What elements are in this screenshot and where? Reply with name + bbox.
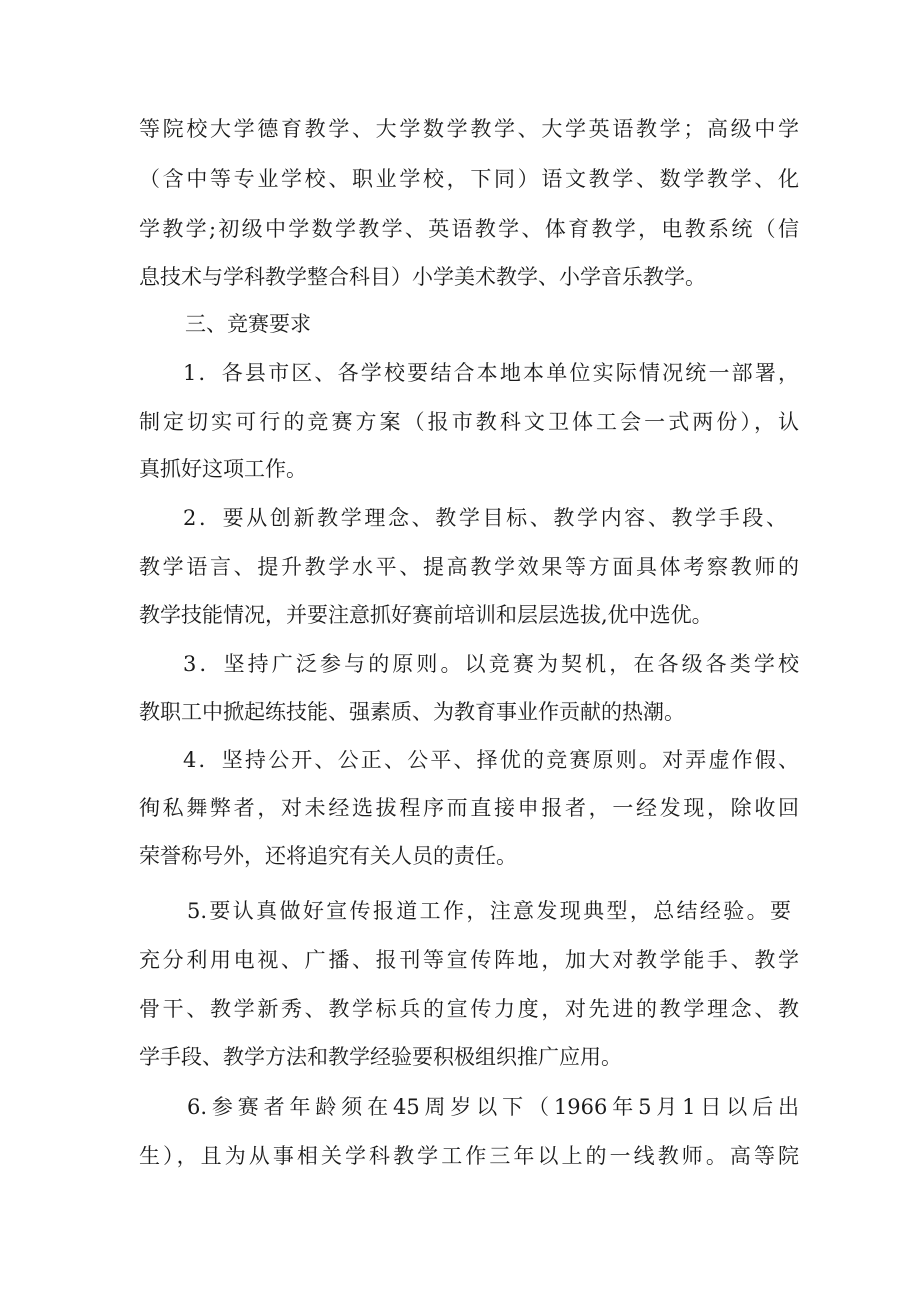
text-line: 骨干、教学新秀、教学标兵的宣传力度，对先进的教学理念、教 <box>139 997 799 1021</box>
text-line: 学手段、教学方法和教学经验要积极组织推广应用。 <box>139 1045 622 1069</box>
text-line: 等院校大学德育教学、大学数学教学、大学英语教学；高级中学 <box>139 117 799 141</box>
paragraph-start-line: 2．要从创新教学理念、教学目标、教学内容、教学手段、 <box>183 506 787 530</box>
text-line: 生），且为从事相关学科教学工作三年以上的一线教师。高等院 <box>139 1144 799 1168</box>
text-line: 教学技能情况，并要注意抓好赛前培训和层层选拔,优中选优。 <box>139 603 713 627</box>
section-heading: 三、竞赛要求 <box>185 312 311 336</box>
text-line: 学教学;初级中学数学教学、英语教学、体育教学，电教系统（信 <box>139 217 799 241</box>
text-line: 教学语言、提升教学水平、提高教学效果等方面具体考察教师的 <box>139 555 799 579</box>
paragraph-start-line: 5.要认真做好宣传报道工作，注意发现典型，总结经验。要 <box>187 899 791 923</box>
text-line: 制定切实可行的竞赛方案（报市教科文卫体工会一式两份），认 <box>139 410 799 434</box>
text-line: 徇私舞弊者，对未经选拔程序而直接申报者，一经发现，除收回 <box>139 796 799 820</box>
paragraph-start-line: 6.参赛者年龄须在45周岁以下（1966年5月1日以后出 <box>187 1095 799 1119</box>
text-line: 荣誉称号外，还将追究有关人员的责任。 <box>139 844 517 868</box>
text-line: 充分利用电视、广播、报刊等宣传阵地，加大对教学能手、教学 <box>139 948 799 972</box>
text-line: 真抓好这项工作。 <box>139 457 307 481</box>
text-line: 教职工中掀起练技能、强素质、为教育事业作贡献的热潮。 <box>139 700 685 724</box>
text-line: （含中等专业学校、职业学校，下同）语文教学、数学教学、化 <box>139 167 799 191</box>
text-line: 息技术与学科教学整合科目）小学美术教学、小学音乐教学。 <box>139 265 706 289</box>
paragraph-start-line: 4．坚持公开、公正、公平、择优的竞赛原则。对弄虚作假、 <box>183 748 799 772</box>
paragraph-start-line: 1．各县市区、各学校要结合本地本单位实际情况统一部署， <box>183 361 799 385</box>
paragraph-start-line: 3．坚持广泛参与的原则。以竞赛为契机，在各级各类学校 <box>183 652 799 676</box>
